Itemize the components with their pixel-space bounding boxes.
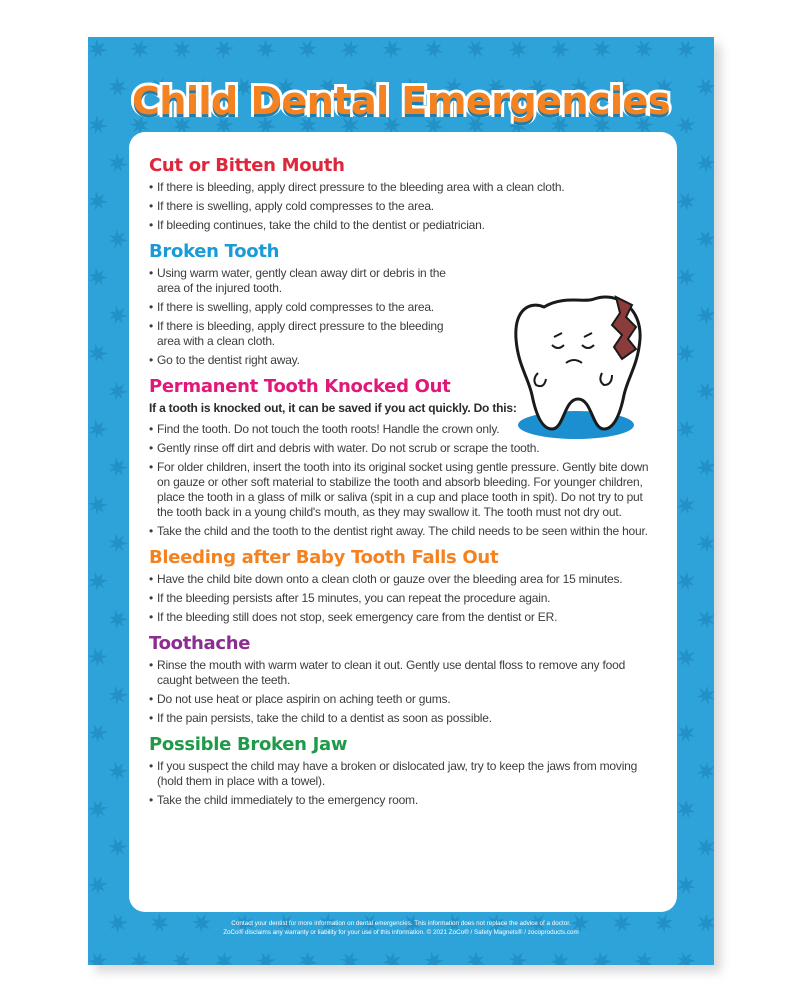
list-item: • Using warm water, gently clean away dirt or debris in the area of the injured tooth.: [149, 266, 462, 296]
section-intro: If a tooth is knocked out, it can be saved if you act quickly. Do this:: [149, 401, 517, 415]
list-item: • For older children, insert the tooth into its original socket using gentle pressure. Gently bite down on gauze or other soft material to stabilize the tooth and absorb bleeding. For younger children, place the tooth in a glass of milk or saliva (spit in a cup and place tooth in spit). Do not try to put the tooth back in a young child's mouth, as they may swallow it. The tooth must not dry out.: [149, 460, 649, 520]
poster: [88, 37, 714, 965]
list-item: • Gently rinse off dirt and debris with water. Do not scrub or scrape the tooth.: [149, 441, 649, 456]
section-heading: Broken Tooth: [149, 241, 280, 262]
list-item: • Do not use heat or place aspirin on aching teeth or gums.: [149, 692, 649, 707]
list-item: • If there is bleeding, apply direct pressure to the bleeding area with a clean cloth.: [149, 180, 649, 195]
section-cut-or-bitten-mouth: [149, 154, 649, 233]
section-bleeding-after-baby-tooth: [149, 546, 649, 625]
content-card: [129, 132, 677, 912]
list-item: • Have the child bite down onto a clean cloth or gauze over the bleeding area for 15 minutes.: [149, 572, 649, 587]
list-item: • If there is swelling, apply cold compresses to the area.: [149, 199, 649, 214]
list-item: • If there is swelling, apply cold compresses to the area.: [149, 300, 462, 315]
sections: [149, 154, 649, 815]
section-heading: Bleeding after Baby Tooth Falls Out: [149, 547, 499, 568]
section-list: [149, 658, 649, 726]
list-item: • Take the child and the tooth to the dentist right away. The child needs to be seen within the hour.: [149, 524, 649, 539]
section-heading: Possible Broken Jaw: [149, 734, 348, 755]
section-possible-broken-jaw: [149, 733, 649, 808]
list-item: • If there is bleeding, apply direct pressure to the bleeding area with a clean cloth.: [149, 319, 462, 349]
list-item: • Go to the dentist right away.: [149, 353, 462, 368]
list-item: • If the pain persists, take the child to a dentist as soon as possible.: [149, 711, 649, 726]
section-heading: Permanent Tooth Knocked Out: [149, 376, 451, 397]
list-item: • Find the tooth. Do not touch the tooth roots! Handle the crown only.: [149, 422, 649, 437]
section-list: [149, 572, 649, 625]
footer-disclaimer: [88, 919, 714, 937]
section-toothache: [149, 632, 649, 726]
footer-line: ZoCo® disclaims any warranty or liability for your use of this information. © 2021 ZoCo® / Safety Magnets® / zocoproducts.com: [223, 929, 579, 936]
sad-broken-tooth-illustration: [504, 277, 654, 457]
section-heading: Toothache: [149, 633, 251, 654]
list-item: • Rinse the mouth with warm water to clean it out. Gently use dental floss to remove any food caught between the teeth.: [149, 658, 649, 688]
footer-line: Contact your dentist for more information on dental emergencies. This information does not replace the advice of a doctor.: [231, 920, 571, 927]
section-list: [149, 180, 649, 233]
list-item: • If the bleeding still does not stop, seek emergency care from the dentist or ER.: [149, 610, 649, 625]
page-title: Child Dental Emergencies: [132, 79, 670, 123]
list-item: • Take the child immediately to the emergency room.: [149, 793, 649, 808]
list-item: • If bleeding continues, take the child to the dentist or pediatrician.: [149, 218, 649, 233]
list-item: • If the bleeding persists after 15 minutes, you can repeat the procedure again.: [149, 591, 649, 606]
section-heading: Cut or Bitten Mouth: [149, 155, 345, 176]
section-list: [149, 759, 649, 808]
list-item: • If you suspect the child may have a broken or dislocated jaw, try to keep the jaws from moving (hold them in place with a towel).: [149, 759, 649, 789]
